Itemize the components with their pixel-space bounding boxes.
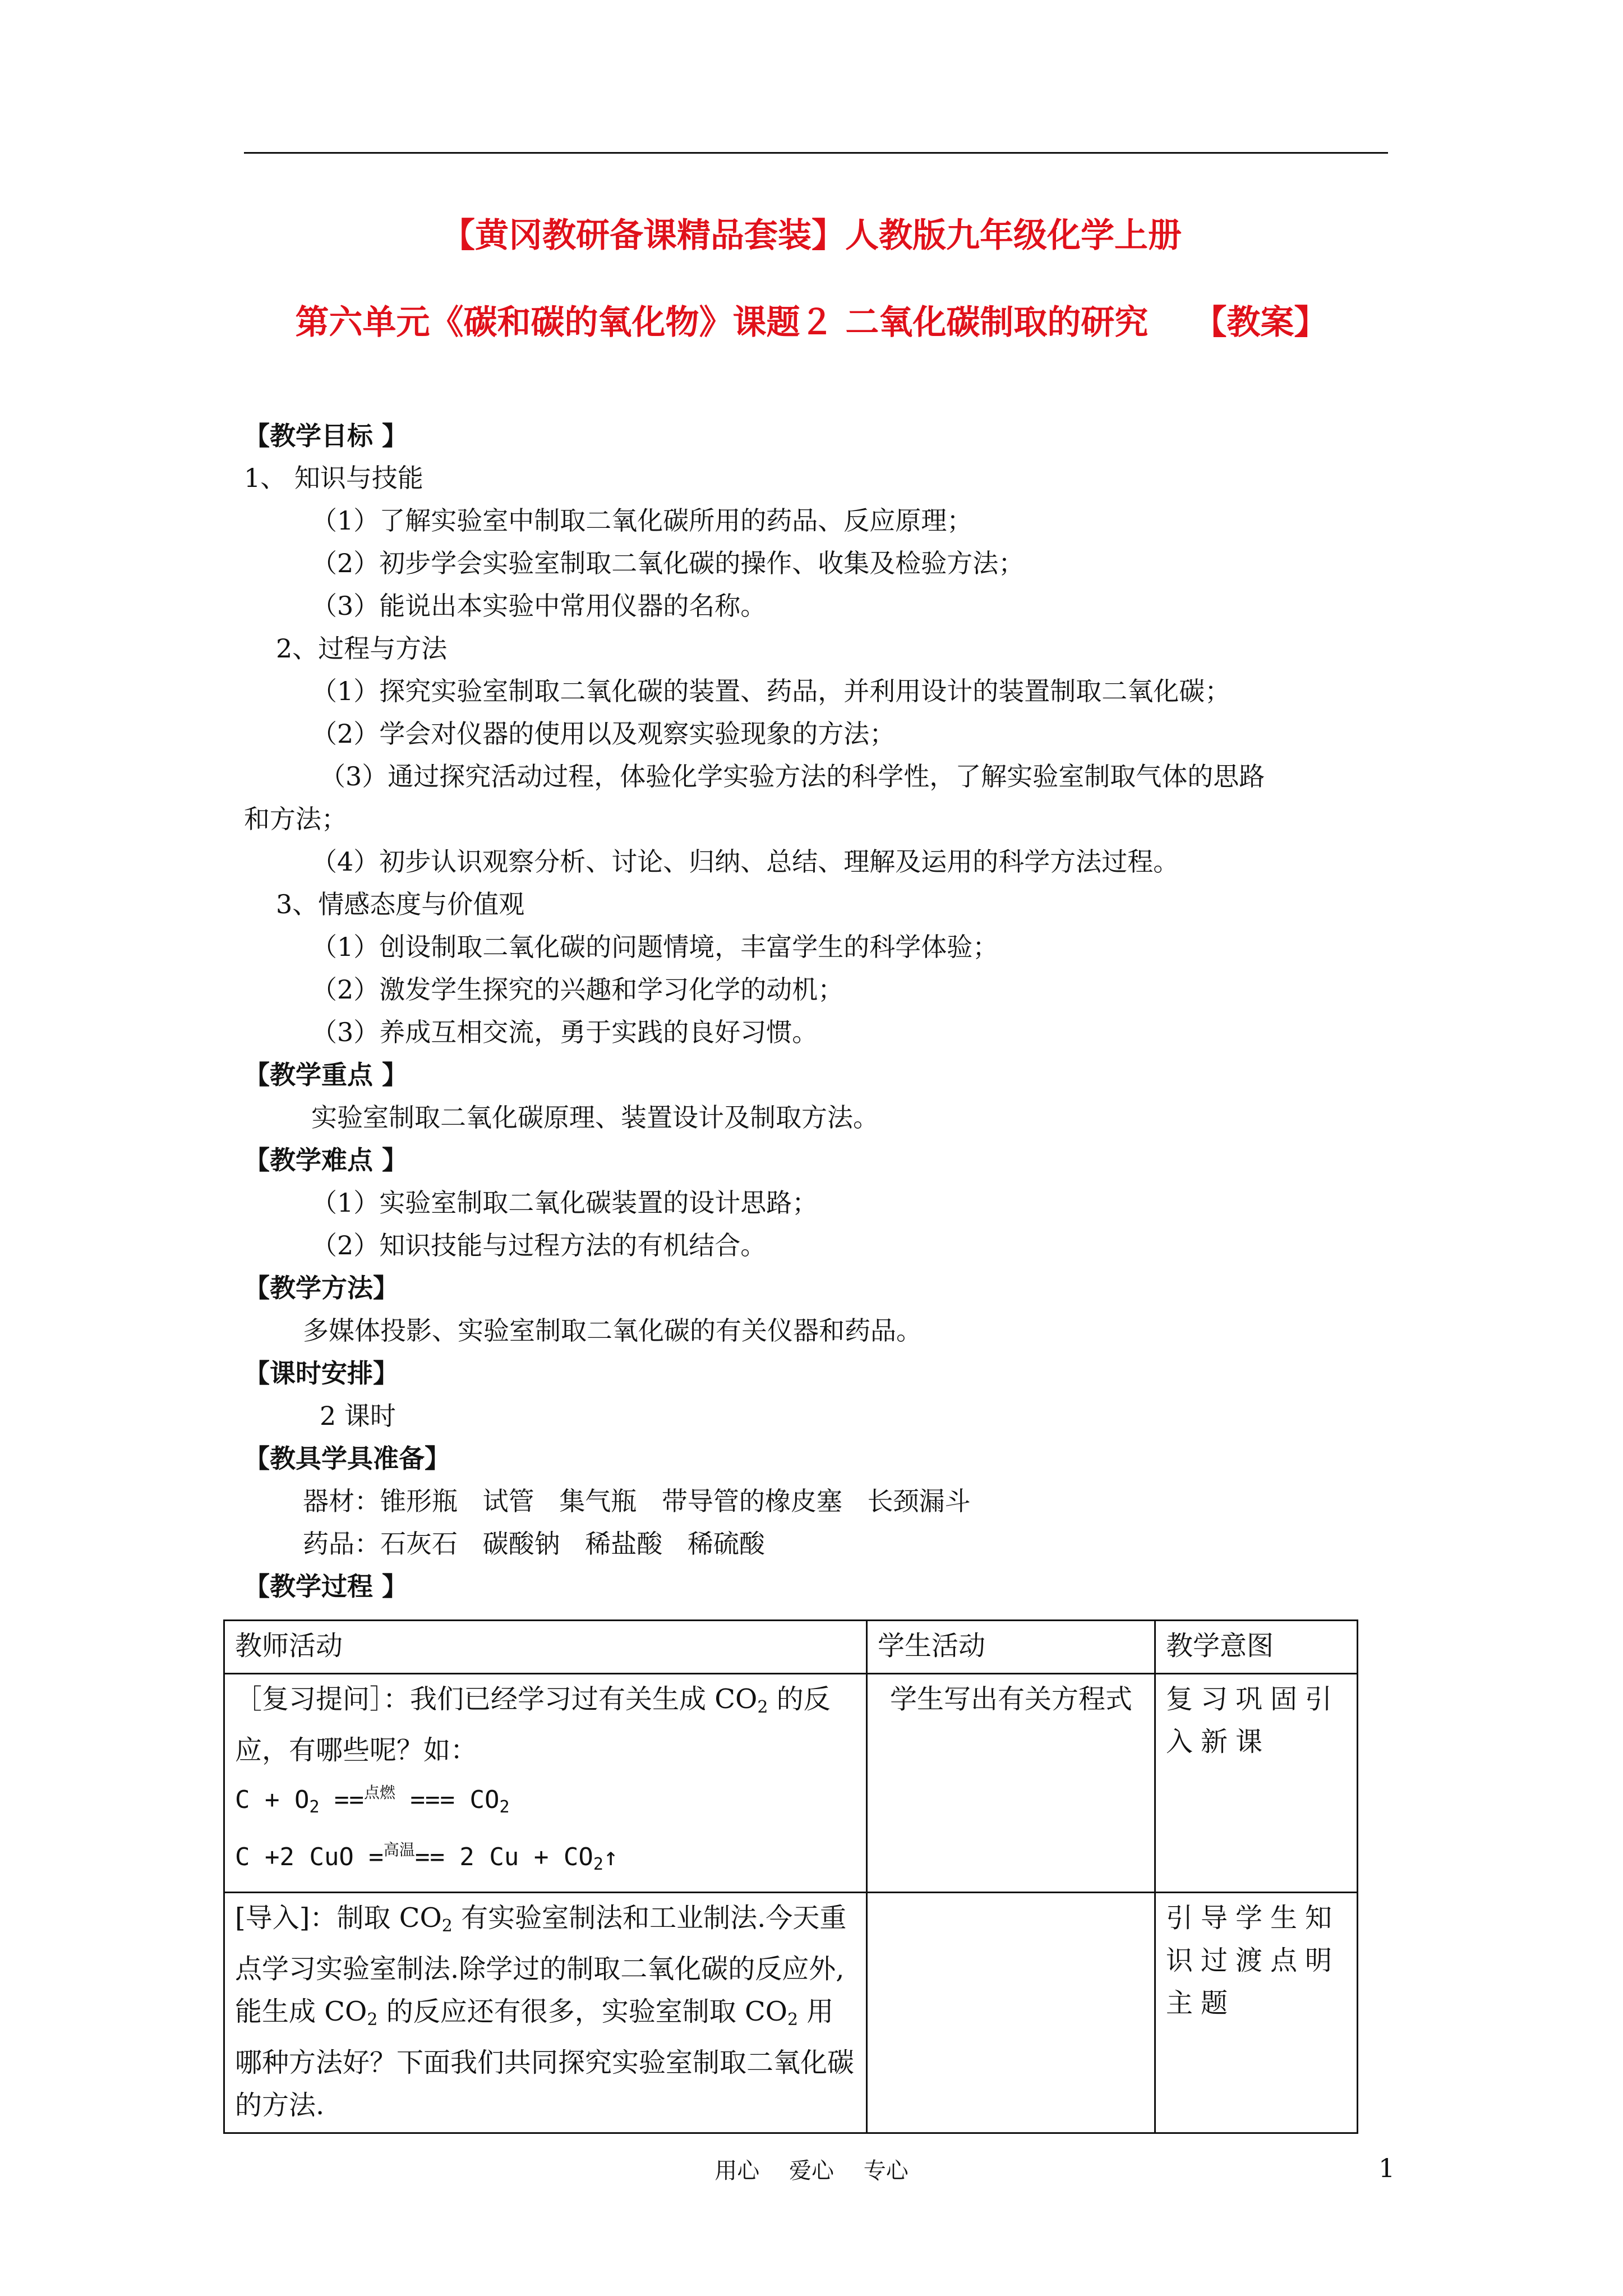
table-header-row (224, 1621, 1358, 1674)
table-row (224, 1674, 1358, 1893)
goal-2-3: （3）通过探究活动过程，体验化学实验方法的科学性，了解实验室制取气体的思路 (320, 761, 1265, 792)
heading-difficulties: 【教学难点 】 (244, 1145, 408, 1175)
goal-section-1: 1、 知识与技能 (244, 463, 423, 493)
student-cell-review: 学生写出有关方程式 (867, 1674, 1155, 1893)
header-intent: 教学意图 (1155, 1621, 1358, 1674)
header-student: 学生活动 (867, 1621, 1155, 1674)
goal-section-2: 2、过程与方法 (276, 633, 448, 664)
title-main: 第六单元《碳和碳的氧化物》课题２ 二氧化碳制取的研究 (295, 303, 1149, 342)
header-teacher: 教师活动 (224, 1621, 867, 1674)
goal-2-3-cont: 和方法； (244, 804, 347, 834)
schedule-text: 2 课时 (320, 1401, 396, 1431)
equipment-list: 器材：锥形瓶 试管 集气瓶 带导管的橡皮塞 长颈漏斗 (303, 1486, 971, 1516)
page-footer: 用心 爱心 专心 (714, 2158, 909, 2184)
goal-1-1: （1）了解实验室中制取二氧化碳所用的药品、反应原理； (311, 505, 973, 536)
teacher-cell-review (224, 1674, 867, 1893)
gas-arrow-icon: ↑ (603, 1843, 619, 1871)
intent-cell-review: 复习巩固引入新课 (1155, 1674, 1358, 1893)
title-line-1: 【黄冈教研备课精品套装】人教版九年级化学上册 (441, 216, 1182, 255)
goal-2-2: （2）学会对仪器的使用以及观察实验现象的方法； (311, 719, 896, 749)
goal-3-3: （3）养成互相交流，勇于实践的良好习惯。 (311, 1017, 818, 1047)
goal-1-3: （3）能说出本实验中常用仪器的名称。 (311, 591, 767, 621)
header-rule (244, 152, 1388, 154)
page-number: 1 (1378, 2153, 1395, 2183)
intent-cell-intro: 引导学生知识过渡点明主题 (1155, 1893, 1358, 2133)
heading-key-points: 【教学重点 】 (244, 1060, 408, 1090)
difficulty-2: （2）知识技能与过程方法的有机结合。 (311, 1230, 767, 1260)
goal-2-1: （1）探究实验室制取二氧化碳的装置、药品，并利用设计的装置制取二氧化碳； (311, 676, 1231, 706)
goal-2-4: （4）初步认识观察分析、讨论、归纳、总结、理解及运用的科学方法过程。 (311, 846, 1179, 877)
student-cell-intro (867, 1893, 1155, 2133)
review-question: ［复习提问］：我们已经学习过有关生成 $CO_2$ 的反应，有哪些呢？如： (235, 1683, 831, 1766)
heading-materials: 【教具学具准备】 (244, 1443, 450, 1474)
heading-methods: 【教学方法】 (244, 1273, 399, 1303)
equation-2: C +2 CuO =$^{高温}$== 2 $Cu + CO_2↑$ (235, 1841, 619, 1874)
heading-schedule: 【课时安排】 (244, 1358, 399, 1388)
teacher-cell-intro: [导入]：制取 $CO_2$ 有实验室制法和工业制法.今天重点学习实验室制法.除学过的制取二氧化碳的反应外,能生成 $CO_2$ 的反应还有很多，实验室制取 $CO_2$ 用哪种方法好？下面我们共同探究实验室制取二氧化碳的方法. (224, 1893, 867, 2133)
table-row (224, 1893, 1358, 2133)
process-table (223, 1619, 1358, 2134)
heading-process: 【教学过程 】 (244, 1571, 408, 1602)
goal-section-3: 3、情感态度与价值观 (276, 889, 525, 919)
goal-3-2: （2）激发学生探究的兴趣和学习化学的动机； (311, 974, 844, 1005)
equation-1: $C + O_2 ==^{点燃}$ === $CO_2$ (235, 1783, 510, 1817)
title-line-2 (0, 300, 1623, 345)
reagent-list: 药品：石灰石 碳酸钠 稀盐酸 稀硫酸 (303, 1529, 765, 1559)
goal-1-2: （2）初步学会实验室制取二氧化碳的操作、收集及检验方法； (311, 548, 1025, 578)
methods-text: 多媒体投影、实验室制取二氧化碳的有关仪器和药品。 (303, 1315, 922, 1346)
title-tag: 【教案】 (1193, 303, 1328, 342)
goal-3-1: （1）创设制取二氧化碳的问题情境，丰富学生的科学体验； (311, 932, 999, 962)
difficulty-1: （1）实验室制取二氧化碳装置的设计思路； (311, 1188, 818, 1218)
heading-teaching-goals: 【教学目标 】 (244, 421, 408, 451)
key-points-text: 实验室制取二氧化碳原理、装置设计及制取方法。 (311, 1102, 879, 1133)
